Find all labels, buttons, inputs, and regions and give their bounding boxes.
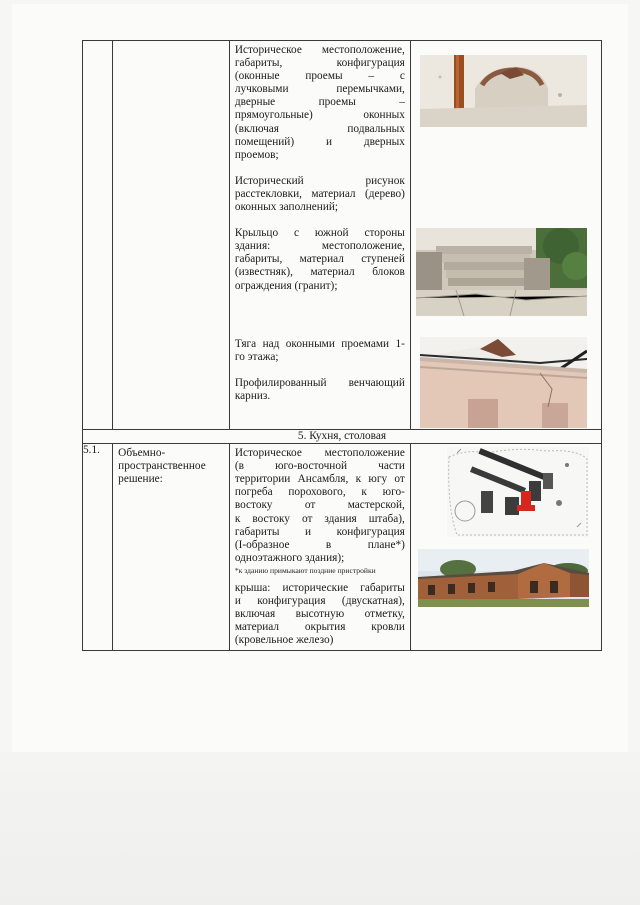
row-name: [113, 444, 229, 489]
text-line: (оконные проемы – с: [234, 70, 405, 83]
porch-paragraph: [235, 227, 405, 292]
row-name-cell: [113, 444, 230, 651]
kitchen-building-photo: [418, 549, 589, 607]
text-line: лучковыми перемычками,: [234, 83, 405, 96]
text-line: к востоку от здания штаба),: [234, 512, 405, 525]
text-line: (известняк), материал блоков: [234, 266, 405, 279]
text-line: (в юго-восточной части: [234, 460, 405, 473]
row-description-cell: [229, 444, 410, 651]
site-plan-image: [447, 447, 589, 537]
row-photos-cell: [410, 41, 601, 430]
glazing-paragraph: [235, 175, 405, 214]
window-arch-photo: [420, 55, 587, 127]
text-line: одноэтажного здания);: [234, 551, 345, 564]
text-line: помещений) и дверных: [234, 135, 405, 148]
text-line: материал окрытия кровли: [234, 621, 405, 634]
text-line: здания: местоположение,: [234, 240, 405, 253]
row-name-cell: [113, 41, 230, 430]
windows-doors-paragraph: [235, 44, 405, 162]
text-line: проемов;: [234, 148, 279, 161]
cornice-belt-paragraph: [235, 338, 405, 364]
cornice-facade-photo: [420, 337, 587, 428]
table-row: [83, 444, 602, 651]
row-number: 5.1.: [83, 444, 113, 651]
text-line: решение:: [118, 473, 163, 486]
text-line: карниз.: [234, 389, 271, 402]
text-line: ограждения (гранит);: [234, 279, 338, 292]
text-line: Крыльцо с южной стороны: [234, 227, 405, 240]
text-line: крыша: исторические габариты: [234, 581, 405, 594]
text-line: Объемно-: [118, 447, 166, 460]
text-line: востоку от мастерской,: [234, 499, 405, 512]
text-line: (включая подвальных: [234, 122, 405, 135]
text-line: расстекловки, материал (дерево): [234, 187, 405, 200]
row-number-cell: [83, 41, 113, 430]
crowning-cornice-paragraph: [235, 377, 405, 403]
porch-steps-photo: [416, 228, 587, 316]
monument-elements-table: [82, 40, 602, 651]
volume-description-paragraph: [235, 447, 405, 565]
text-line: габариты и конфигурация: [234, 525, 405, 538]
page-bottom-shade: [0, 752, 640, 905]
footnote: *к зданию примыкают поздние пристройки: [234, 565, 376, 575]
text-line: го этажа;: [234, 350, 279, 363]
text-line: (I-образное в плане*): [234, 538, 405, 551]
text-line: (кровельное железо): [234, 634, 334, 647]
table-row: [83, 41, 602, 430]
text-line: Исторический рисунок: [234, 174, 405, 187]
text-line: габариты, конфигурация: [234, 57, 405, 70]
text-line: прямоугольные) оконных: [234, 109, 405, 122]
section-title: 5. Кухня, столовая: [83, 430, 602, 444]
text-line: пространственное: [118, 460, 206, 473]
row-photos-cell: [410, 444, 601, 651]
section-header-row: [83, 430, 602, 444]
text-line: дверные проемы –: [234, 96, 405, 109]
text-line: и конфигурация (двускатная),: [234, 595, 405, 608]
text-line: территории Ансамбля, к югу от: [234, 473, 405, 486]
text-line: Тяга над оконными проемами 1-: [234, 337, 405, 350]
roof-description-paragraph: [235, 582, 405, 647]
text-line: габариты, материал ступеней: [234, 253, 405, 266]
text-line: Историческое местоположение: [234, 447, 405, 460]
text-line: Профилированный венчающий: [234, 376, 405, 389]
text-line: включая высотную отметку,: [234, 608, 405, 621]
text-line: погреба порохового, к юго-: [234, 486, 405, 499]
text-line: Историческое местоположение,: [234, 44, 405, 56]
row-description-cell: [229, 41, 410, 430]
text-line: оконных заполнений;: [234, 201, 339, 214]
